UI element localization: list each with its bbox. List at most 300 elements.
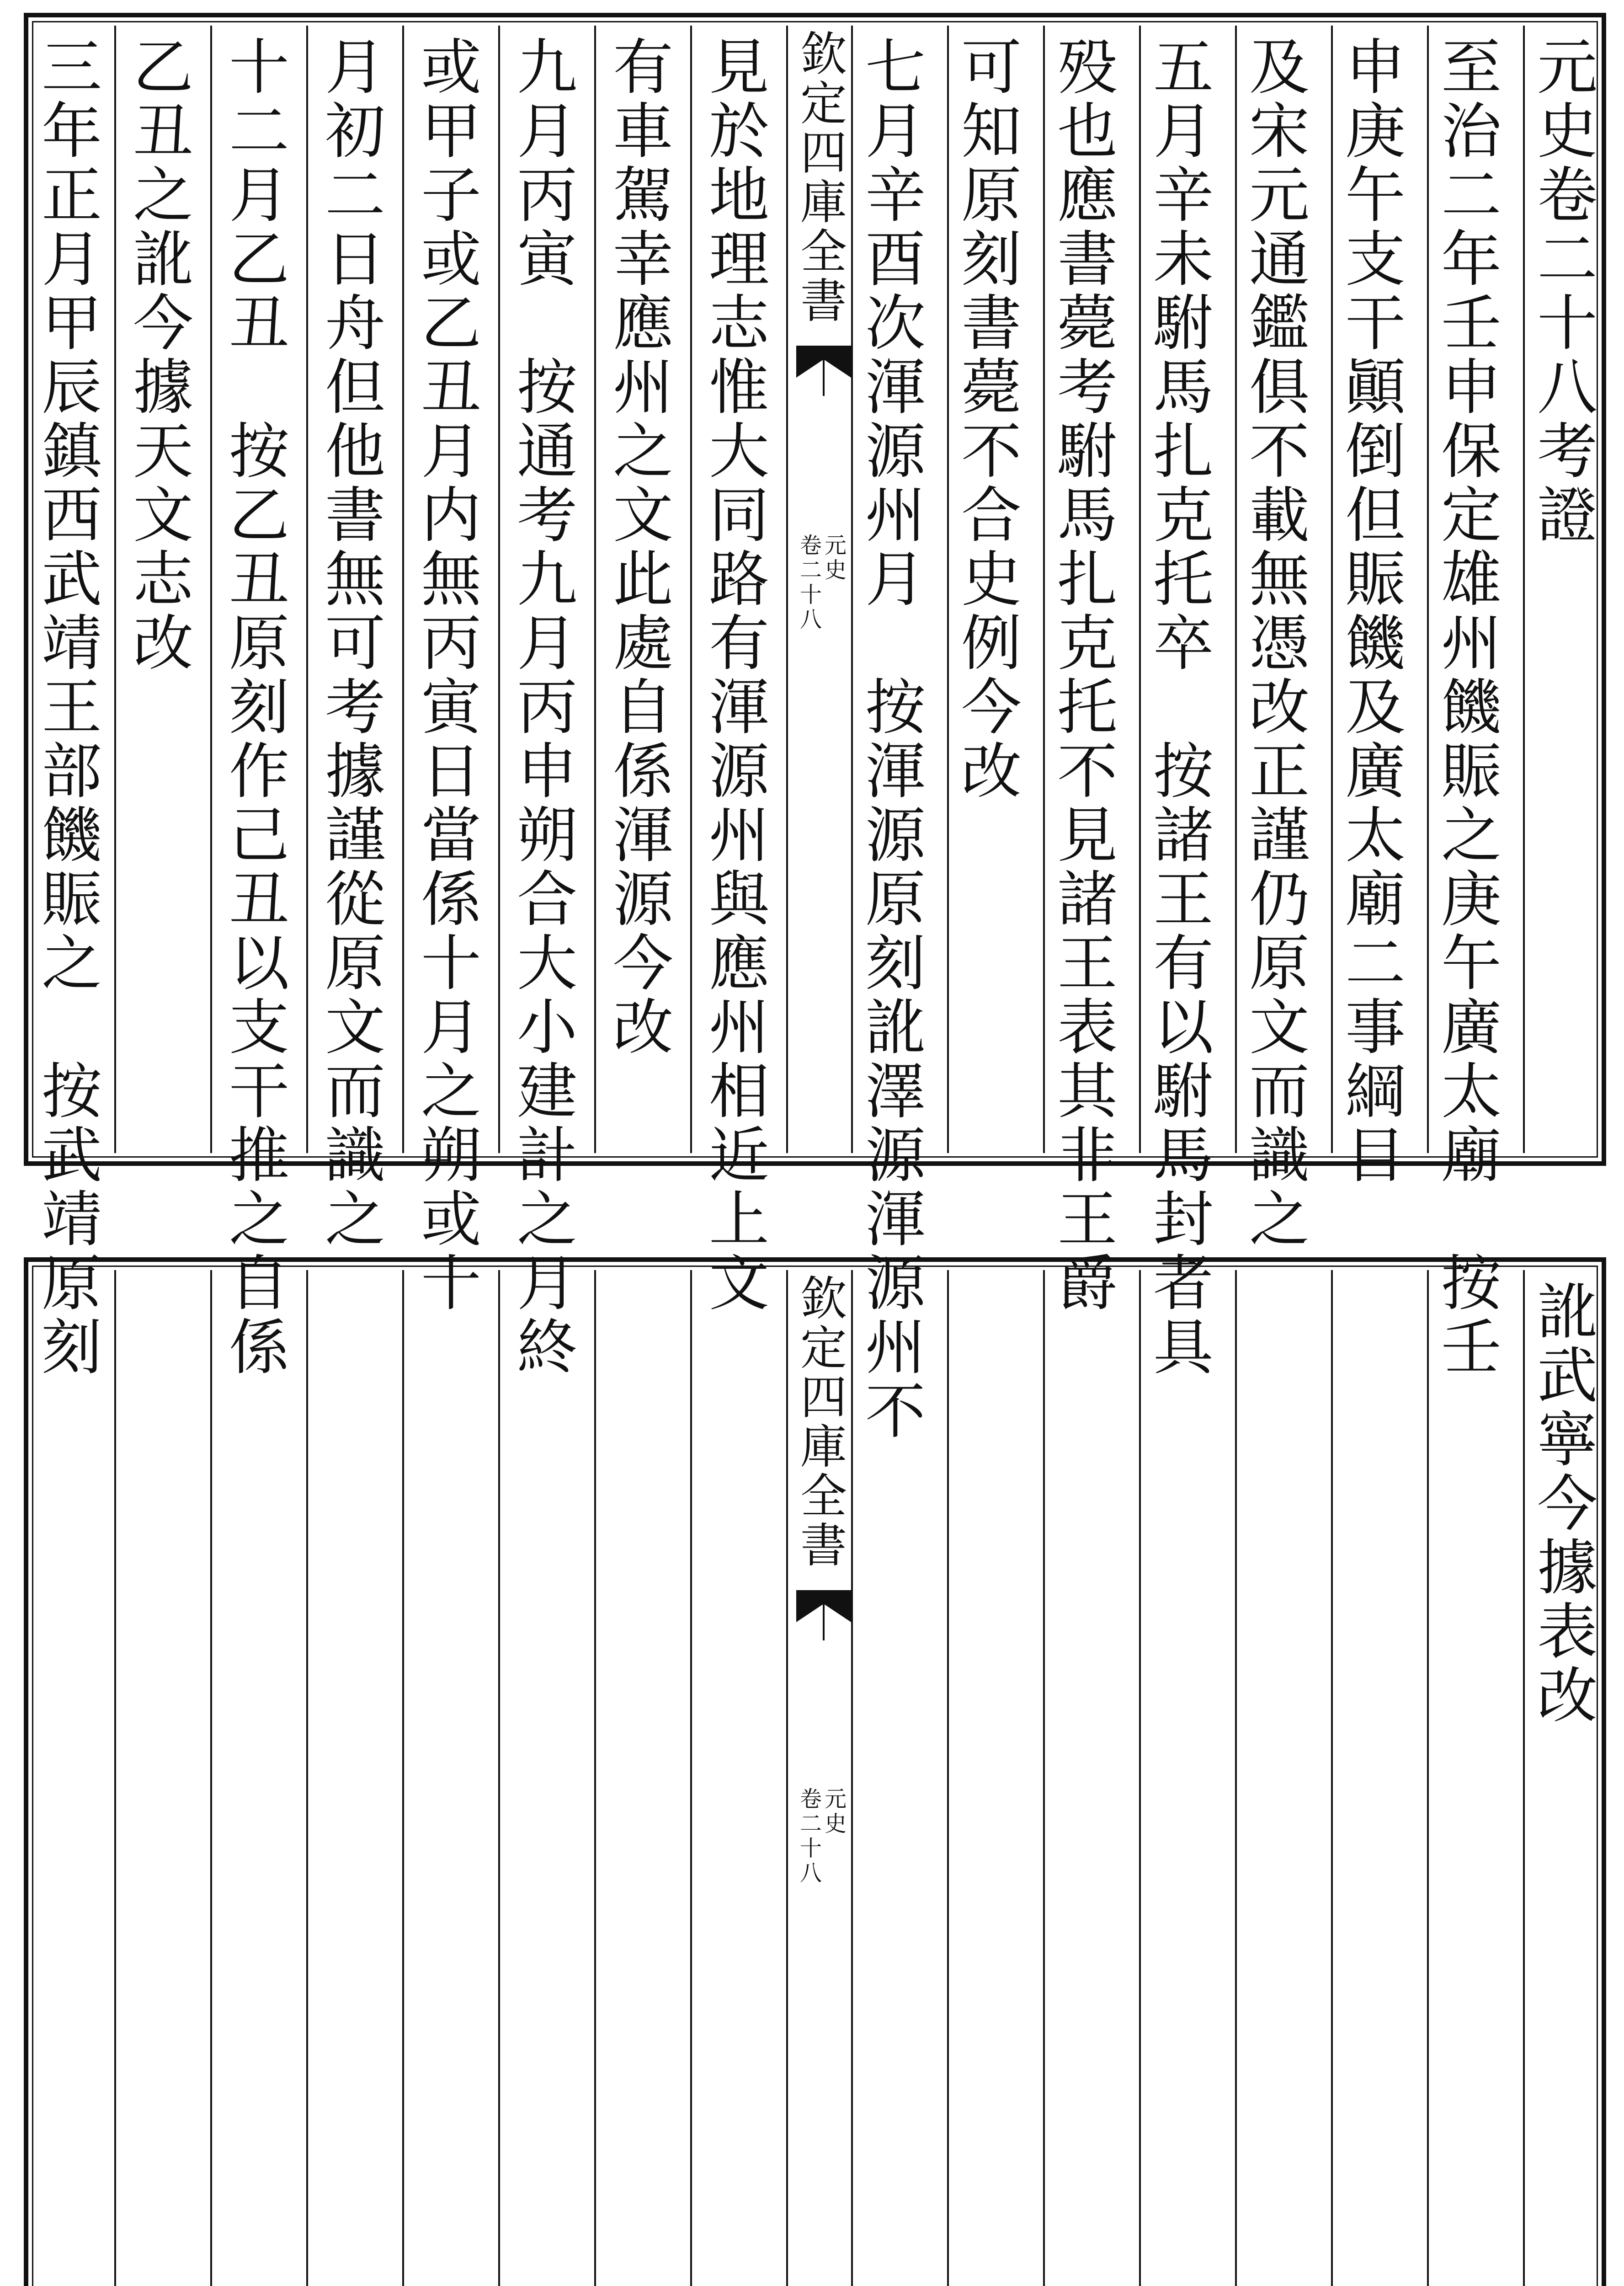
text-column	[1049, 32, 1126, 1319]
glyph: 有	[613, 32, 673, 103]
glyph: 處	[613, 609, 673, 679]
glyph: 及	[1345, 673, 1406, 743]
glyph: 建	[517, 1057, 577, 1127]
glyph: 識	[1249, 1121, 1310, 1191]
glyph: 州	[709, 993, 769, 1063]
glyph: 月	[42, 224, 102, 295]
glyph: 七	[865, 32, 926, 103]
column-rule	[1523, 26, 1525, 1153]
glyph: 之	[133, 160, 193, 231]
glyph: 丙	[517, 673, 577, 743]
glyph: 但	[1345, 481, 1406, 551]
glyph: 而	[325, 1057, 385, 1127]
column-rule	[690, 26, 692, 1153]
glyph: 駕	[613, 160, 673, 231]
glyph: 綱	[1345, 1057, 1406, 1127]
center-juan	[800, 1787, 822, 1885]
glyph: 二	[229, 96, 289, 167]
glyph: 二	[800, 1811, 822, 1837]
glyph: 無	[325, 545, 385, 615]
glyph: 殁	[1057, 32, 1118, 103]
glyph: 鎮	[42, 417, 102, 487]
glyph: 酉	[865, 224, 926, 295]
glyph: 原	[42, 1249, 102, 1319]
glyph: 庚	[1345, 96, 1406, 167]
column-rule	[210, 26, 212, 1153]
text-column	[1336, 32, 1414, 1191]
column-rule	[851, 26, 853, 1153]
glyph: 終	[517, 1313, 577, 1383]
glyph: 史	[1537, 96, 1597, 167]
glyph: 丑	[229, 865, 289, 935]
text-column	[220, 32, 298, 1383]
glyph: 表	[1057, 993, 1118, 1063]
glyph: 無	[421, 545, 481, 615]
glyph: 憑	[1249, 609, 1310, 679]
glyph: 而	[1249, 1057, 1310, 1127]
glyph: 書	[1057, 224, 1118, 295]
column-rule	[1139, 1270, 1141, 2286]
glyph: 係	[421, 865, 481, 935]
glyph: 丙	[517, 160, 577, 231]
glyph: 武	[42, 1121, 102, 1191]
glyph: 或	[421, 32, 481, 103]
glyph: 午	[1441, 929, 1502, 999]
glyph: 太	[1441, 1057, 1502, 1127]
glyph: 今	[1537, 1469, 1597, 1539]
glyph: 表	[1537, 1597, 1597, 1667]
glyph: 於	[709, 96, 769, 167]
glyph: 己	[229, 801, 289, 871]
glyph: 無	[1249, 545, 1310, 615]
glyph: 源	[865, 801, 926, 871]
glyph: 八	[800, 607, 822, 632]
column-rule	[1427, 1270, 1429, 2286]
glyph: 今	[133, 288, 193, 359]
glyph: 知	[961, 96, 1022, 167]
glyph: 及	[1249, 32, 1310, 103]
glyph: 非	[1057, 1121, 1118, 1191]
column-rule	[1043, 26, 1045, 1153]
glyph: 改	[961, 737, 1022, 807]
glyph: 有	[709, 609, 769, 679]
glyph: 辛	[865, 160, 926, 231]
glyph: 車	[613, 96, 673, 167]
glyph: 渾	[865, 353, 926, 423]
bottom-page-frame	[24, 1257, 1606, 2286]
glyph: 渾	[865, 1185, 926, 1255]
glyph: 大	[709, 417, 769, 487]
text-column	[1528, 1277, 1606, 1731]
glyph: 十	[800, 1836, 822, 1861]
fish-tail-mark	[796, 346, 851, 396]
glyph: 通	[517, 417, 577, 487]
column-rule	[786, 26, 788, 1153]
glyph: 王	[42, 673, 102, 743]
glyph: 王	[1153, 865, 1214, 935]
glyph: 丑	[133, 96, 193, 167]
glyph: 駙	[1057, 417, 1118, 487]
text-column	[33, 32, 111, 1383]
glyph: 按	[865, 673, 926, 743]
glyph: 諸	[1153, 801, 1214, 871]
glyph: 靖	[42, 1185, 102, 1255]
glyph: 訛	[1537, 1277, 1597, 1347]
glyph: 或	[421, 1185, 481, 1255]
glyph: 原	[865, 865, 926, 935]
glyph: 刻	[229, 673, 289, 743]
glyph: 二	[800, 557, 822, 583]
glyph: 元	[1249, 160, 1310, 231]
glyph: 不	[1249, 417, 1310, 487]
text-column	[1145, 32, 1222, 1383]
glyph: 月	[421, 993, 481, 1063]
glyph: 廟	[1345, 865, 1406, 935]
glyph: 文	[133, 481, 193, 551]
glyph: 月	[421, 417, 481, 487]
glyph: 午	[1345, 160, 1406, 231]
glyph: 改	[133, 609, 193, 679]
top-page-frame	[24, 13, 1606, 1447]
glyph: 按	[42, 1057, 102, 1127]
text-column	[1528, 32, 1606, 551]
glyph: 馬	[1153, 353, 1214, 423]
glyph: 駙	[1153, 1057, 1214, 1127]
glyph: 全	[800, 225, 847, 279]
column-rule	[402, 1270, 404, 2286]
glyph: 武	[42, 545, 102, 615]
text-column	[508, 32, 586, 1383]
glyph: 宋	[1249, 96, 1310, 167]
glyph: 源	[865, 417, 926, 487]
glyph: 乙	[421, 288, 481, 359]
glyph: 月	[517, 96, 577, 167]
glyph: 欽	[800, 1272, 847, 1326]
glyph: 惟	[709, 353, 769, 423]
glyph: 饑	[1345, 609, 1406, 679]
column-rule	[306, 1270, 308, 2286]
glyph: 甲	[42, 288, 102, 359]
glyph: 事	[1345, 993, 1406, 1063]
glyph: 年	[1441, 224, 1502, 295]
glyph: 證	[1537, 481, 1597, 551]
glyph: 原	[1249, 929, 1310, 999]
text-column	[1241, 32, 1318, 1255]
glyph: 之	[42, 929, 102, 999]
text-column	[857, 32, 934, 1447]
glyph: 據	[133, 353, 193, 423]
glyph: 州	[709, 801, 769, 871]
glyph: 識	[325, 1121, 385, 1191]
glyph: 幸	[613, 224, 673, 295]
glyph: 初	[325, 96, 385, 167]
glyph: 賑	[1345, 545, 1406, 615]
glyph: 廣	[1345, 737, 1406, 807]
glyph: 據	[1537, 1533, 1597, 1603]
glyph: 王	[1057, 1185, 1118, 1255]
center-juan	[800, 533, 822, 632]
glyph: 訛	[133, 224, 193, 295]
glyph: 西	[42, 481, 102, 551]
glyph: 合	[517, 865, 577, 935]
glyph: 州	[613, 353, 673, 423]
glyph: 日	[421, 737, 481, 807]
glyph: 訛	[865, 993, 926, 1063]
glyph: 四	[800, 1371, 847, 1425]
column-rule	[690, 1270, 692, 2286]
glyph: 元	[1537, 32, 1597, 103]
glyph: 按	[1153, 737, 1214, 807]
glyph: 史	[825, 1811, 847, 1837]
glyph: 作	[229, 737, 289, 807]
glyph: 二	[1537, 224, 1597, 295]
glyph: 正	[42, 160, 102, 231]
column-rule	[851, 1270, 853, 2286]
glyph: 源	[865, 1121, 926, 1191]
glyph: 雄	[1441, 545, 1502, 615]
glyph: 庫	[800, 176, 847, 230]
glyph: 刻	[42, 1313, 102, 1383]
glyph: 但	[325, 353, 385, 423]
glyph: 通	[1249, 224, 1310, 295]
glyph: 三	[42, 32, 102, 103]
glyph: 未	[1153, 224, 1214, 295]
glyph: 俱	[1249, 353, 1310, 423]
glyph: 可	[961, 32, 1022, 103]
glyph: 可	[325, 609, 385, 679]
glyph: 月	[517, 1249, 577, 1319]
glyph: 刻	[865, 929, 926, 999]
glyph: 文	[1249, 993, 1310, 1063]
text-column	[412, 32, 490, 1319]
text-column	[124, 32, 202, 679]
glyph: 甲	[421, 96, 481, 167]
center-book	[825, 1787, 847, 1836]
glyph: 目	[1345, 1121, 1406, 1191]
glyph: 州	[865, 1313, 926, 1383]
glyph: 考	[1537, 417, 1597, 487]
glyph: 饑	[1441, 673, 1502, 743]
glyph: 州	[1441, 609, 1502, 679]
glyph: 例	[961, 609, 1022, 679]
glyph: 二	[1441, 160, 1502, 231]
glyph: 十	[800, 582, 822, 608]
glyph: 源	[709, 737, 769, 807]
center-band	[796, 1270, 851, 2286]
text-column	[316, 32, 394, 1255]
glyph: 志	[133, 545, 193, 615]
glyph: 八	[1537, 353, 1597, 423]
glyph: 卷	[800, 1786, 822, 1812]
glyph: 丑	[229, 288, 289, 359]
column-rule	[947, 1270, 949, 2286]
glyph: 乙	[133, 32, 193, 103]
column-rule	[1235, 26, 1237, 1153]
text-column	[700, 32, 778, 1319]
glyph: 四	[800, 126, 847, 181]
glyph: 全	[800, 1469, 847, 1524]
glyph: 申	[1345, 32, 1406, 103]
glyph: 謹	[1249, 801, 1310, 871]
column-rule	[594, 26, 596, 1153]
glyph: 他	[325, 417, 385, 487]
glyph: 封	[1153, 1185, 1214, 1255]
glyph: 定	[1441, 481, 1502, 551]
glyph: 者	[1153, 1249, 1214, 1319]
glyph: 仍	[1249, 865, 1310, 935]
glyph: 托	[1153, 545, 1214, 615]
glyph: 治	[1441, 96, 1502, 167]
glyph: 定	[800, 1321, 847, 1376]
glyph: 至	[1441, 32, 1502, 103]
glyph: 見	[709, 32, 769, 103]
glyph: 原	[325, 929, 385, 999]
glyph: 刻	[961, 224, 1022, 295]
glyph: 辛	[1153, 160, 1214, 231]
text-column	[1432, 32, 1510, 1383]
column-rule	[498, 26, 500, 1153]
glyph: 改	[613, 993, 673, 1063]
glyph: 馬	[1057, 481, 1118, 551]
glyph: 改	[1537, 1661, 1597, 1731]
glyph: 之	[229, 1185, 289, 1255]
column-rule	[114, 1270, 116, 2286]
glyph: 原	[961, 160, 1022, 231]
glyph: 文	[613, 481, 673, 551]
glyph: 元	[825, 1786, 847, 1812]
glyph: 之	[1249, 1185, 1310, 1255]
glyph: 按	[1441, 1249, 1502, 1319]
glyph: 元	[825, 533, 847, 558]
glyph: 源	[613, 865, 673, 935]
glyph: 丑	[421, 353, 481, 423]
glyph: 乙	[229, 224, 289, 295]
glyph: 卒	[1153, 609, 1214, 679]
column-rule	[786, 1270, 788, 2286]
glyph: 史	[961, 545, 1022, 615]
glyph: 九	[517, 545, 577, 615]
glyph: 推	[229, 1121, 289, 1191]
column-rule	[210, 1270, 212, 2286]
glyph: 壬	[1441, 1313, 1502, 1383]
center-band	[796, 26, 851, 1153]
glyph: 乙	[229, 481, 289, 551]
glyph: 倒	[1345, 417, 1406, 487]
glyph: 扎	[1057, 545, 1118, 615]
glyph: 太	[1345, 801, 1406, 871]
glyph: 載	[1249, 481, 1310, 551]
glyph: 書	[800, 1519, 847, 1573]
glyph: 廣	[1441, 993, 1502, 1063]
glyph: 原	[229, 609, 289, 679]
glyph: 干	[1345, 288, 1406, 359]
glyph: 托	[1057, 673, 1118, 743]
column-rule	[1523, 1270, 1525, 2286]
glyph: 之	[517, 1185, 577, 1255]
glyph: 應	[1057, 160, 1118, 231]
glyph: 馬	[1153, 1121, 1214, 1191]
glyph: 文	[709, 1249, 769, 1319]
glyph: 書	[961, 288, 1022, 359]
glyph: 當	[421, 801, 481, 871]
glyph: 月	[325, 32, 385, 103]
glyph: 庫	[800, 1420, 847, 1474]
column-rule	[1235, 1270, 1237, 2286]
glyph: 次	[865, 288, 926, 359]
glyph: 考	[325, 673, 385, 743]
glyph: 係	[613, 737, 673, 807]
glyph: 之	[421, 1057, 481, 1127]
glyph: 壬	[1441, 288, 1502, 359]
text-column	[604, 32, 682, 1063]
glyph: 小	[517, 993, 577, 1063]
glyph: 渾	[709, 673, 769, 743]
glyph: 應	[709, 929, 769, 999]
glyph: 源	[865, 1249, 926, 1319]
fish-tail-mark	[796, 1590, 851, 1640]
glyph: 申	[517, 737, 577, 807]
glyph: 王	[1057, 929, 1118, 999]
glyph: 近	[709, 1121, 769, 1191]
column-rule	[498, 1270, 500, 2286]
glyph: 據	[325, 737, 385, 807]
glyph: 也	[1057, 96, 1118, 167]
glyph: 計	[517, 1121, 577, 1191]
glyph: 保	[1441, 417, 1502, 487]
glyph: 卷	[800, 533, 822, 558]
glyph: 之	[613, 417, 673, 487]
glyph: 上	[709, 1185, 769, 1255]
column-rule	[1331, 26, 1333, 1153]
glyph: 此	[613, 545, 673, 615]
glyph: 申	[1441, 353, 1502, 423]
glyph: 十	[229, 32, 289, 103]
glyph: 丑	[229, 545, 289, 615]
column-rule	[947, 26, 949, 1153]
glyph: 月	[865, 545, 926, 615]
glyph: 庚	[1441, 865, 1502, 935]
glyph: 十	[421, 929, 481, 999]
glyph: 不	[961, 417, 1022, 487]
glyph: 年	[42, 96, 102, 167]
text-column	[953, 32, 1030, 807]
glyph: 從	[325, 865, 385, 935]
glyph: 舟	[325, 288, 385, 359]
glyph: 克	[1057, 609, 1118, 679]
glyph: 月	[1153, 96, 1214, 167]
glyph: 不	[1057, 737, 1118, 807]
glyph: 史	[825, 557, 847, 583]
glyph: 寧	[1537, 1405, 1597, 1475]
glyph: 合	[961, 481, 1022, 551]
glyph: 薨	[1057, 288, 1118, 359]
glyph: 州	[865, 481, 926, 551]
glyph: 靖	[42, 609, 102, 679]
glyph: 志	[709, 288, 769, 359]
glyph: 饑	[42, 801, 102, 871]
glyph: 考	[1057, 353, 1118, 423]
glyph: 子	[421, 160, 481, 231]
glyph: 同	[709, 481, 769, 551]
glyph: 書	[800, 274, 847, 329]
glyph: 之	[325, 1185, 385, 1255]
glyph: 應	[613, 288, 673, 359]
glyph: 具	[1153, 1313, 1214, 1383]
glyph: 改	[1249, 673, 1310, 743]
glyph: 十	[1537, 288, 1597, 359]
glyph: 二	[325, 160, 385, 231]
glyph: 丙	[421, 609, 481, 679]
